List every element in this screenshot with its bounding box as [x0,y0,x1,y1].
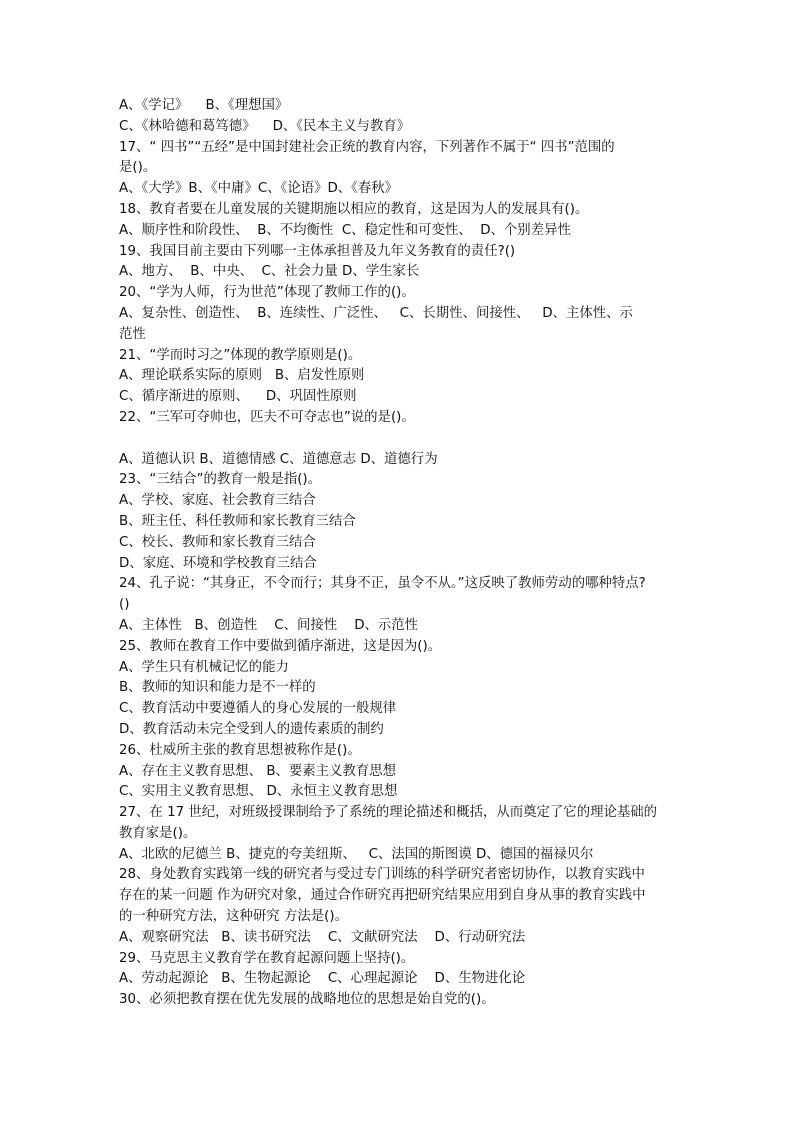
text-line: A、《大学》B、《中庸》C、《论语》D、《春秋》 [119,181,399,197]
blank-line [119,429,685,450]
text-line: 21、“学而时习之”体现的教学原则是()。 [119,347,362,363]
text-line: C、《林哈德和葛笃德》 D、《民本主义与教育》 [119,118,411,134]
text-line: A、存在主义教育思想、 B、要素主义教育思想 [119,763,397,779]
text-line: 20、“学为人师，行为世范”体现了教师工作的()。 [119,285,415,301]
text-line: C、教育活动中要遵循人的身心发展的一般规律 [119,701,397,717]
text-line: A、《学记》 B、《理想国》 [119,98,289,113]
text-line: 是()。 [119,160,157,176]
text-line: A、主体性 B、创造性 C、间接性 D、示范性 [119,617,419,633]
text-line: C、实用主义教育思想、 D、永恒主义教育思想 [119,784,398,800]
text-line: () [119,597,130,613]
text-line: A、地方、 B、中央、 C、社会力量 D、学生家长 [119,264,420,280]
text-line: B、班主任、科任教师和家长教育三结合 [119,513,356,529]
text-line: A、理论联系实际的原则 B、启发性原则 [119,368,365,384]
text-line: D、教育活动未完全受到人的遗传素质的制约 [119,721,384,737]
text-line: 25、教师在教育工作中要做到循序渐进，这是因为()。 [119,638,442,654]
text-line: A、复杂性、创造性、 B、连续性、广泛性、 C、长期性、间接性、 D、主体性、示 [119,305,633,321]
text-line: A、顺序性和阶段性、 B、不均衡性 C、稳定性和可变性、 D、个别差异性 [119,222,571,238]
text-line: 存在的某一问题 作为研究对象，通过合作研究再把研究结果应用到自身从事的教育实践中 [119,888,646,904]
text-line: A、劳动起源论 B、生物起源论 C、心理起源论 D、生物进化论 [119,971,526,987]
text-line: 30、必须把教育摆在优先发展的战略地位的思想是始自党的()。 [119,992,495,1008]
text-line: A、道德认识 B、道德情感 C、道德意志 D、道德行为 [119,451,438,467]
text-line: C、循序渐进的原则、 D、巩固性原则 [119,389,357,405]
text-line: B、教师的知识和能力是不一样的 [119,680,316,696]
text-line: 18、教育者要在儿童发展的关键期施以相应的教育，这是因为人的发展具有()。 [119,201,589,217]
text-line: 22、“三军可夺帅也，匹夫不可夺志也”说的是()。 [119,409,415,425]
question-list [119,96,685,1011]
text-line: A、观察研究法 B、读书研究法 C、文献研究法 D、行动研究法 [119,929,526,945]
text-line: A、北欧的尼德兰 B、捷克的夸美纽斯、 C、法国的斯图谟 D、德国的福禄贝尔 [119,846,594,862]
text-line: 教育家是()。 [119,825,197,841]
text-line: C、校长、教师和家长教育三结合 [119,534,316,550]
text-line: 17、“ 四书”“五经”是中国封建社会正统的教育内容，下列著作不属于“ 四书”范围的 [119,139,615,155]
text-line: 范性 [119,326,146,342]
text-line: D、家庭、环境和学校教育三结合 [119,555,317,571]
text-line: 的一种研究方法，这种研究 方法是()。 [119,909,348,925]
text-line: 27、在 17 世纪，对班级授课制给予了系统的理论描述和概括，从而奠定了它的理论基础的 [119,805,658,821]
text-line: 26、杜威所主张的教育思想被称作是()。 [119,742,361,758]
text-line: 28、身处教育实践第一线的研究者与受过专门训练的科学研究者密切协作，以教育实践中 [119,867,645,883]
text-line: 29、马克思主义教育学在教育起源问题上坚持()。 [119,950,415,966]
text-line: 19、我国目前主要由下列哪一主体承担普及九年义务教育的责任?() [119,243,516,259]
text-line: 23、“三结合”的教育一般是指()。 [119,472,322,488]
text-line: 24、孔子说：“其身正，不令而行；其身不正，虽令不从。”这反映了教师劳动的哪种特点? [119,576,646,592]
text-line: A、学生只有机械记忆的能力 [119,659,289,675]
text-line: A、学校、家庭、社会教育三结合 [119,493,316,509]
